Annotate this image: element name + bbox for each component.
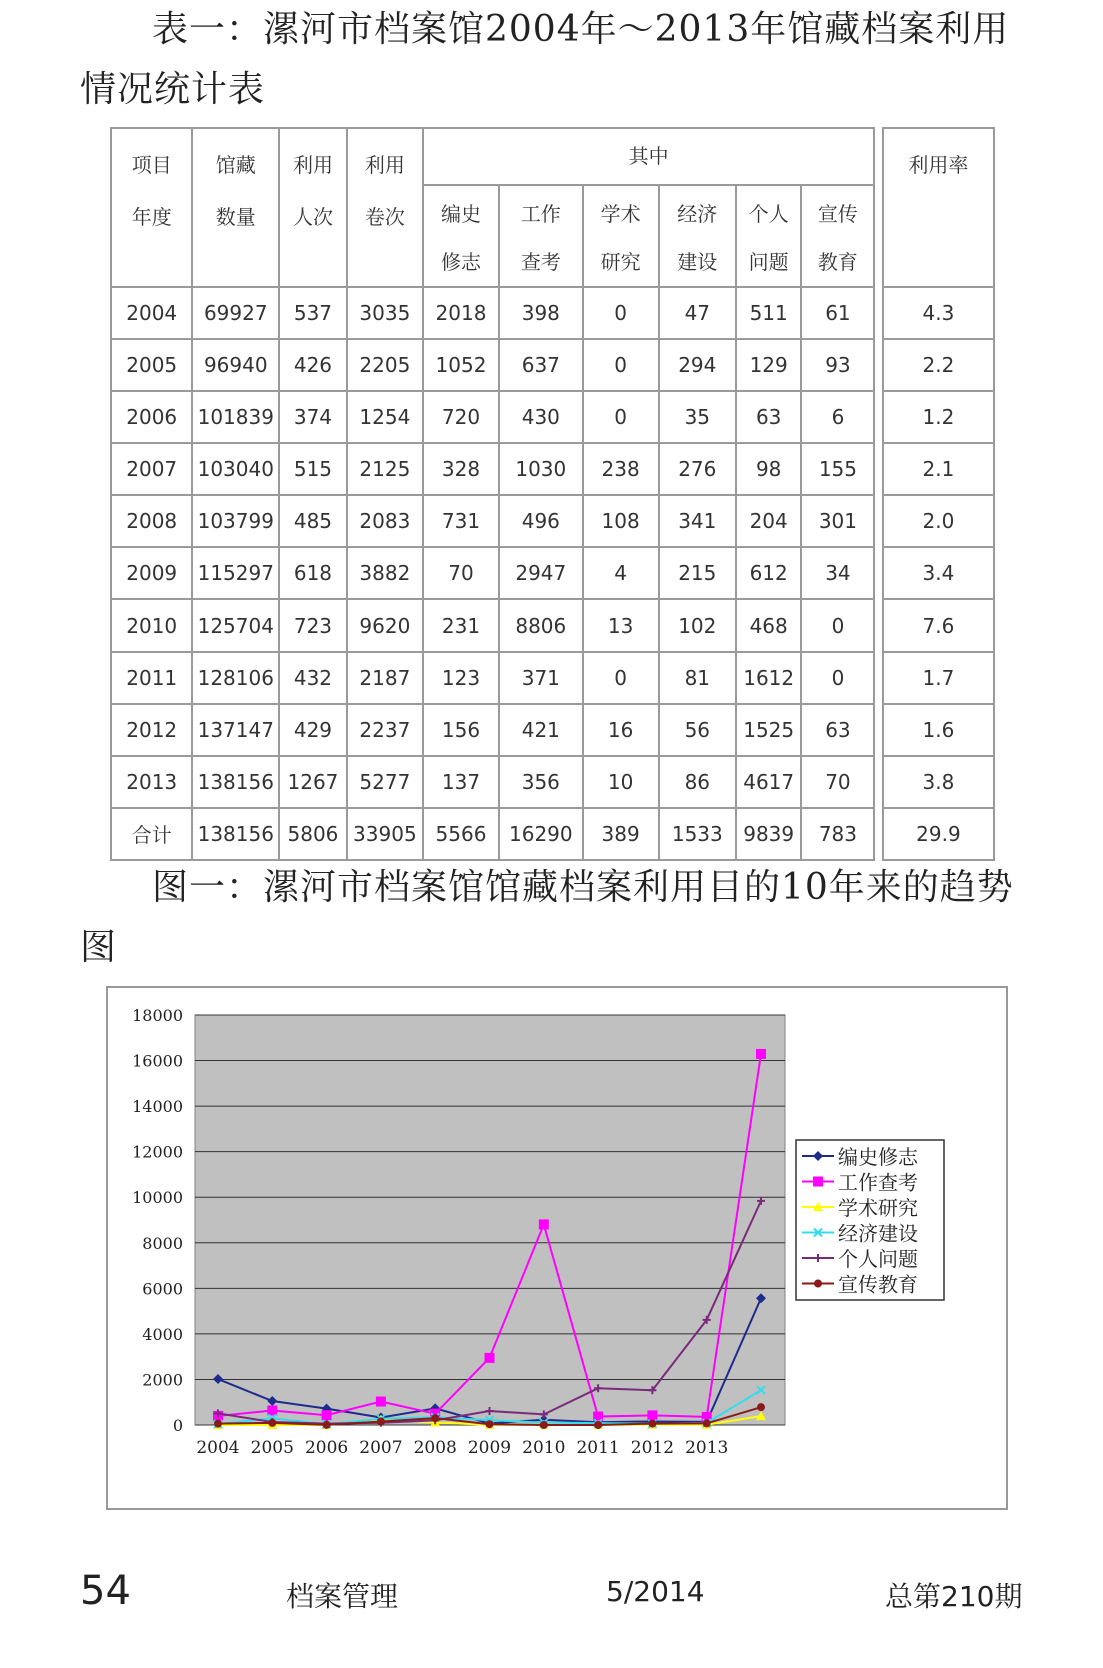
table-spacer	[874, 652, 882, 704]
table-cell: 123	[423, 652, 499, 704]
table-cell: 1525	[736, 704, 802, 756]
table-cell: 1.2	[883, 391, 994, 443]
data-point	[813, 1177, 823, 1187]
statistics-table	[110, 127, 995, 861]
data-point	[756, 1049, 766, 1059]
table-cell: 2007	[111, 443, 192, 495]
table-cell: 9839	[736, 808, 802, 860]
y-tick-label: 0	[172, 1416, 183, 1435]
table-cell: 0	[801, 652, 874, 704]
header-sub-research: 学术 研究	[583, 185, 659, 287]
table-spacer	[874, 339, 882, 391]
data-point	[377, 1417, 385, 1425]
table-cell: 1.6	[883, 704, 994, 756]
table-cell: 16290	[499, 808, 583, 860]
x-tick-label: 2007	[359, 1438, 403, 1458]
table-cell: 29.9	[883, 808, 994, 860]
table-cell: 56	[659, 704, 736, 756]
data-point	[485, 1353, 495, 1363]
table-cell: 3.4	[883, 547, 994, 599]
table-cell: 128106	[192, 652, 279, 704]
table-cell: 115297	[192, 547, 279, 599]
table-cell: 2947	[499, 547, 583, 599]
table-cell: 33905	[347, 808, 423, 860]
data-point	[648, 1420, 656, 1428]
x-tick-label: 2009	[467, 1438, 512, 1458]
x-tick-label: 2010	[522, 1438, 566, 1458]
data-point	[431, 1414, 439, 1422]
table-cell: 215	[659, 547, 736, 599]
data-point	[323, 1421, 331, 1429]
table-cell: 723	[279, 599, 347, 651]
table-cell: 2.1	[883, 443, 994, 495]
table-cell: 6	[801, 391, 874, 443]
header-sub-economy: 经济 建设	[659, 185, 736, 287]
table-cell: 138156	[192, 756, 279, 808]
table-spacer	[874, 391, 882, 443]
table-cell: 398	[499, 287, 583, 339]
y-tick-label: 2000	[142, 1370, 183, 1390]
data-point	[268, 1419, 276, 1427]
table-spacer	[874, 704, 882, 756]
table-row	[111, 599, 994, 651]
data-point	[757, 1403, 765, 1411]
table-spacer	[874, 547, 882, 599]
legend-label: 宣传教育	[838, 1272, 918, 1297]
table-cell: 496	[499, 495, 583, 547]
table-cell: 137147	[192, 704, 279, 756]
table-row	[111, 652, 994, 704]
x-tick-label: 2004	[196, 1438, 240, 1458]
journal-name: 档案管理	[286, 1580, 399, 1613]
table-spacer	[874, 128, 882, 287]
table-cell: 238	[583, 443, 659, 495]
table-cell: 2205	[347, 339, 423, 391]
table-cell: 2013	[111, 756, 192, 808]
table-cell: 421	[499, 704, 583, 756]
table-cell: 426	[279, 339, 347, 391]
table-cell: 612	[736, 547, 802, 599]
table-cell: 4	[583, 547, 659, 599]
table-cell: 125704	[192, 599, 279, 651]
data-point	[814, 1280, 822, 1288]
table-cell: 2018	[423, 287, 499, 339]
header-sub-editing: 编史 修志	[423, 185, 499, 287]
table-cell: 511	[736, 287, 802, 339]
table-cell: 1.7	[883, 652, 994, 704]
table-cell: 468	[736, 599, 802, 651]
table-cell: 101839	[192, 391, 279, 443]
table-cell: 0	[801, 599, 874, 651]
page-number: 54	[80, 1568, 131, 1614]
table-cell: 5806	[279, 808, 347, 860]
plot-area	[195, 1015, 785, 1425]
table-cell: 2010	[111, 599, 192, 651]
x-tick-label: 2006	[304, 1438, 349, 1458]
table-cell: 9620	[347, 599, 423, 651]
table-cell: 34	[801, 547, 874, 599]
table-cell: 3882	[347, 547, 423, 599]
table-cell: 328	[423, 443, 499, 495]
table-cell: 3.8	[883, 756, 994, 808]
x-tick-label: 2008	[413, 1438, 457, 1458]
table-cell: 731	[423, 495, 499, 547]
table-cell: 10	[583, 756, 659, 808]
table-cell: 1052	[423, 339, 499, 391]
table-cell: 2237	[347, 704, 423, 756]
header-group: 其中	[423, 128, 874, 185]
table-cell: 2008	[111, 495, 192, 547]
table-cell: 301	[801, 495, 874, 547]
header-sub-work: 工作 查考	[499, 185, 583, 287]
table-cell: 432	[279, 652, 347, 704]
table-cell: 618	[279, 547, 347, 599]
trend-chart	[106, 986, 1008, 1510]
table-cell: 102	[659, 599, 736, 651]
table-cell: 637	[499, 339, 583, 391]
data-point	[539, 1219, 549, 1229]
table-cell: 2187	[347, 652, 423, 704]
table-row	[111, 704, 994, 756]
figure-title: 图一：漯河市档案馆馆藏档案利用目的10年来的趋势图	[80, 867, 1014, 968]
table-title: 表一：漯河市档案馆2004年～2013年馆藏档案利用情况统计表	[80, 9, 1010, 110]
x-tick-label: 2011	[576, 1438, 620, 1458]
legend-label: 编史修志	[838, 1145, 918, 1169]
data-point	[594, 1421, 602, 1429]
table-cell: 276	[659, 443, 736, 495]
legend-label: 经济建设	[838, 1221, 918, 1246]
chart-svg	[108, 988, 1006, 1508]
table-row	[111, 287, 994, 339]
table-cell: 138156	[192, 808, 279, 860]
table-cell: 3035	[347, 287, 423, 339]
data-point	[647, 1410, 657, 1420]
table-spacer	[874, 287, 882, 339]
table-cell: 16	[583, 704, 659, 756]
table-cell: 429	[279, 704, 347, 756]
table-row	[111, 808, 994, 860]
legend-label: 工作查考	[838, 1170, 918, 1195]
data-point	[703, 1419, 711, 1427]
table-spacer	[874, 443, 882, 495]
x-tick-label: 2005	[250, 1438, 294, 1458]
table-cell: 98	[736, 443, 802, 495]
legend-label: 个人问题	[838, 1247, 918, 1271]
table-cell: 537	[279, 287, 347, 339]
table-cell: 2125	[347, 443, 423, 495]
table-cell: 2.2	[883, 339, 994, 391]
table-cell: 783	[801, 808, 874, 860]
table-cell: 1612	[736, 652, 802, 704]
table-spacer	[874, 808, 882, 860]
y-tick-label: 16000	[132, 1051, 183, 1071]
data-point	[322, 1410, 332, 1420]
table-cell: 371	[499, 652, 583, 704]
table-cell: 13	[583, 599, 659, 651]
x-tick-label: 2012	[630, 1438, 675, 1458]
table-spacer	[874, 599, 882, 651]
legend-label: 学术研究	[838, 1196, 918, 1220]
table-spacer	[874, 756, 882, 808]
table-row	[111, 339, 994, 391]
table-cell: 1533	[659, 808, 736, 860]
table-spacer	[874, 495, 882, 547]
y-tick-label: 6000	[142, 1279, 183, 1299]
table-cell: 1254	[347, 391, 423, 443]
data-point	[214, 1420, 222, 1428]
table-cell: 63	[801, 704, 874, 756]
table-cell: 231	[423, 599, 499, 651]
table-cell: 5566	[423, 808, 499, 860]
table-cell: 2011	[111, 652, 192, 704]
table-cell: 103799	[192, 495, 279, 547]
y-tick-label: 14000	[132, 1097, 183, 1117]
table-cell: 103040	[192, 443, 279, 495]
table-cell: 0	[583, 339, 659, 391]
table-cell: 294	[659, 339, 736, 391]
table-cell: 61	[801, 287, 874, 339]
table-cell: 1267	[279, 756, 347, 808]
table-row	[111, 756, 994, 808]
table-cell: 2004	[111, 287, 192, 339]
table-cell: 5277	[347, 756, 423, 808]
y-tick-label: 12000	[132, 1142, 183, 1162]
table-cell: 720	[423, 391, 499, 443]
table-cell: 81	[659, 652, 736, 704]
table-cell: 389	[583, 808, 659, 860]
y-tick-label: 4000	[142, 1324, 183, 1344]
header-sub-personal: 个人 问题	[736, 185, 802, 287]
table-cell: 2.0	[883, 495, 994, 547]
table-cell: 2012	[111, 704, 192, 756]
table-cell: 4617	[736, 756, 802, 808]
y-tick-label: 10000	[132, 1188, 183, 1208]
table-cell: 0	[583, 652, 659, 704]
table-cell: 2083	[347, 495, 423, 547]
header-rate: 利用率	[883, 128, 994, 287]
table-cell: 86	[659, 756, 736, 808]
table-cell: 70	[801, 756, 874, 808]
header-use-persons: 利用 人次	[279, 128, 347, 287]
table-cell: 374	[279, 391, 347, 443]
table-cell: 137	[423, 756, 499, 808]
table-row	[111, 547, 994, 599]
table-cell: 1030	[499, 443, 583, 495]
table-cell: 2006	[111, 391, 192, 443]
total-issue: 总第210期	[885, 1580, 1023, 1613]
table-cell: 合计	[111, 808, 192, 860]
y-tick-label: 18000	[132, 1006, 183, 1025]
table-cell: 7.6	[883, 599, 994, 651]
y-tick-label: 8000	[142, 1233, 183, 1253]
table-cell: 8806	[499, 599, 583, 651]
header-use-volumes: 利用 卷次	[347, 128, 423, 287]
header-item-year: 项目 年度	[111, 128, 192, 287]
data-point	[376, 1397, 386, 1407]
table-cell: 156	[423, 704, 499, 756]
table-cell: 129	[736, 339, 802, 391]
header-holdings: 馆藏 数量	[192, 128, 279, 287]
table-cell: 2005	[111, 339, 192, 391]
table-cell: 63	[736, 391, 802, 443]
data-point	[540, 1421, 548, 1429]
table-cell: 35	[659, 391, 736, 443]
table-cell: 430	[499, 391, 583, 443]
table-cell: 0	[583, 391, 659, 443]
table-cell: 108	[583, 495, 659, 547]
table-row	[111, 443, 994, 495]
header-sub-publicity: 宣传 教育	[801, 185, 874, 287]
table-cell: 485	[279, 495, 347, 547]
issue-date: 5/2014	[606, 1575, 705, 1608]
table-row	[111, 391, 994, 443]
table-row	[111, 495, 994, 547]
table-cell: 69927	[192, 287, 279, 339]
table-cell: 2009	[111, 547, 192, 599]
x-tick-label: 2013	[685, 1438, 729, 1458]
table-cell: 204	[736, 495, 802, 547]
table-cell: 96940	[192, 339, 279, 391]
table-cell: 341	[659, 495, 736, 547]
table-cell: 93	[801, 339, 874, 391]
table-cell: 155	[801, 443, 874, 495]
table-cell: 356	[499, 756, 583, 808]
table-cell: 47	[659, 287, 736, 339]
table-cell: 0	[583, 287, 659, 339]
table-cell: 4.3	[883, 287, 994, 339]
table-cell: 515	[279, 443, 347, 495]
table-cell: 70	[423, 547, 499, 599]
data-point	[486, 1420, 494, 1428]
